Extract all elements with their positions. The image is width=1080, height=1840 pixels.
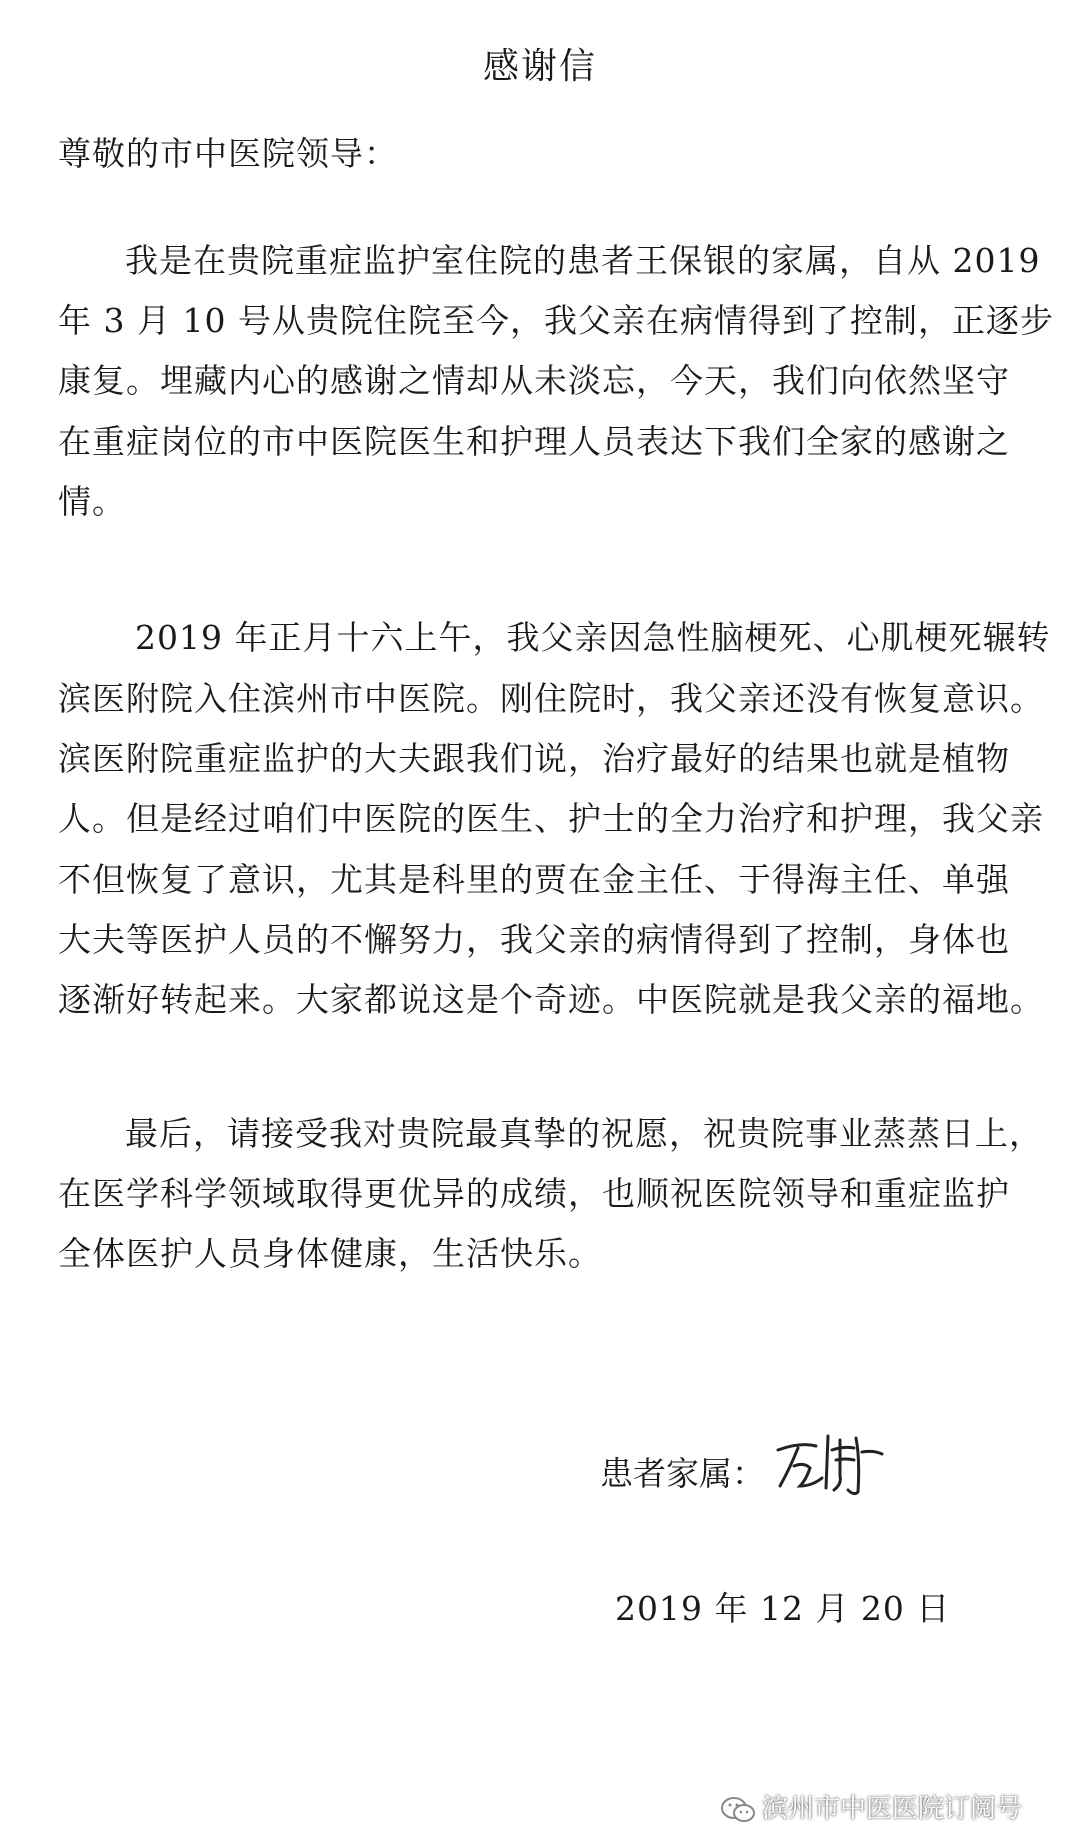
paragraph-2-line: 大夫等医护人员的不懈努力，我父亲的病情得到了控制，身体也	[58, 920, 1010, 959]
paragraph-2-line: 2019 年正月十六上午，我父亲因急性脑梗死、心肌梗死辗转	[135, 618, 1051, 657]
paragraph-1-line: 在重症岗位的市中医院医生和护理人员表达下我们全家的感谢之	[58, 422, 1010, 461]
paragraph-2-line: 逐渐好转起来。大家都说这是个奇迹。中医院就是我父亲的福地。	[58, 980, 1044, 1019]
paragraph-2-line: 不但恢复了意识，尤其是科里的贾在金主任、于得海主任、单强	[58, 860, 1010, 899]
paragraph-1-line: 年 3 月 10 号从贵院住院至今，我父亲在病情得到了控制，正逐步	[58, 301, 1054, 340]
letter-date: 2019 年 12 月 20 日	[615, 1589, 951, 1628]
salutation: 尊敬的市中医院领导：	[58, 134, 398, 173]
paragraph-2-line: 滨医附院重症监护的大夫跟我们说，治疗最好的结果也就是植物	[58, 739, 1010, 778]
watermark-text: 滨州市中医医院订阅号	[762, 1794, 1023, 1824]
paragraph-3-line: 全体医护人员身体健康，生活快乐。	[58, 1234, 602, 1273]
account-watermark	[720, 1788, 1022, 1825]
paragraph-2-line: 人。但是经过咱们中医院的医生、护士的全力治疗和护理，我父亲	[58, 799, 1044, 838]
wechat-icon	[720, 1796, 756, 1824]
paragraph-1-line: 我是在贵院重症监护室住院的患者王保银的家属，自从 2019	[125, 241, 1041, 280]
signature-label: 患者家属：	[600, 1454, 765, 1493]
paragraph-3-line: 最后，请接受我对贵院最真挚的祝愿，祝贵院事业蒸蒸日上，	[125, 1114, 1043, 1153]
paragraph-1-line: 康复。埋藏内心的感谢之情却从未淡忘，今天，我们向依然坚守	[58, 361, 1010, 400]
paragraph-3-line: 在医学科学领域取得更优异的成绩，也顺祝医院领导和重症监护	[58, 1174, 1010, 1213]
paragraph-1-line: 情。	[58, 482, 126, 521]
handwritten-signature	[770, 1428, 890, 1498]
paragraph-2-line: 滨医附院入住滨州市中医院。刚住院时，我父亲还没有恢复意识。	[58, 679, 1044, 718]
letter-title: 感谢信	[482, 46, 597, 87]
